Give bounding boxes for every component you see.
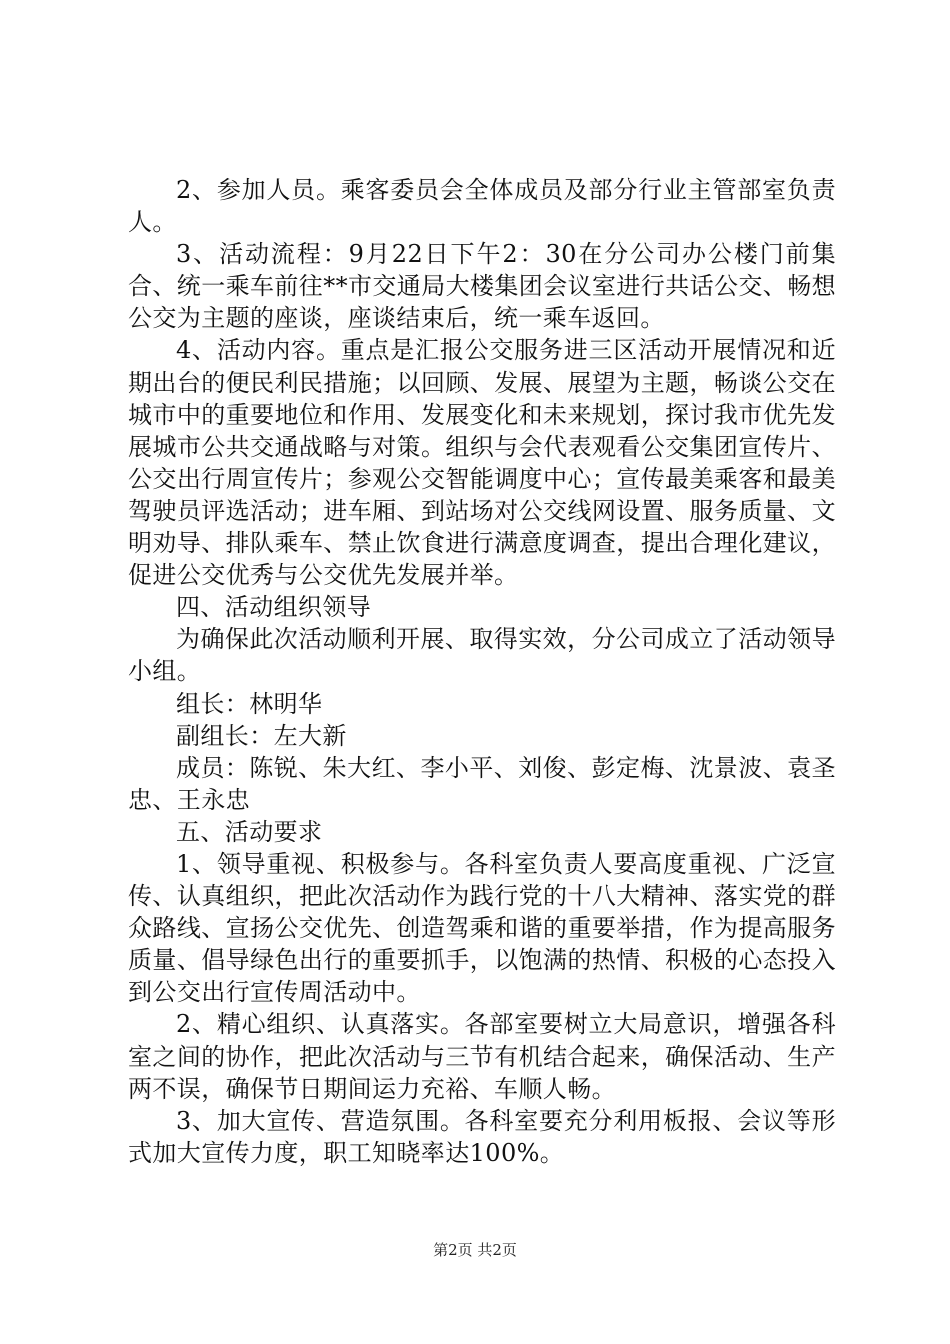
paragraph-activity-process: 3、活动流程：9月22日下午2：30在分公司办公楼门前集合、统一乘车前往**市交通局大楼集团会议室进行共话公交、畅想公交为主题的座谈，座谈结束后，统一乘车返回。 <box>128 240 836 333</box>
paragraph-group-leader: 组长：林明华 <box>176 689 323 718</box>
paragraph-leadership-group: 为确保此次活动顺利开展、取得实效，分公司成立了活动领导小组。 <box>128 625 836 686</box>
section-heading-organization: 四、活动组织领导 <box>176 593 372 622</box>
paragraph-requirement-3: 3、加大宣传、营造氛围。各科室要充分利用板报、会议等形式加大宣传力度，职工知晓率达100%。 <box>128 1106 836 1167</box>
document-body <box>128 174 836 1169</box>
paragraph-deputy-leader: 副组长：左大新 <box>176 721 347 750</box>
paragraph-requirement-1: 1、领导重视、积极参与。各科室负责人要高度重视、广泛宣传、认真组织，把此次活动作为践行党的十八大精神、落实党的群众路线、宣扬公交优先、创造驾乘和谐的重要举措，作为提高服务质量、倡导绿色出行的重要抓手，以饱满的热情、积极的心态投入到公交出行宣传周活动中。 <box>128 849 836 1007</box>
paragraph-activity-content: 4、活动内容。重点是汇报公交服务进三区活动开展情况和近期出台的便民利民措施；以回顾、发展、展望为主题，畅谈公交在城市中的重要地位和作用、发展变化和未来规划，探讨我市优先发展城市公共交通战略与对策。组织与会代表观看公交集团宣传片、公交出行周宣传片；参观公交智能调度中心；宣传最美乘客和最美驾驶员评选活动；进车厢、到站场对公交线网设置、服务质量、文明劝导、排队乘车、禁止饮食进行满意度调查，提出合理化建议，促进公交优秀与公交优先发展并举。 <box>128 336 836 590</box>
section-heading-requirements: 五、活动要求 <box>176 817 323 846</box>
paragraph-participants: 2、参加人员。乘客委员会全体成员及部分行业主管部室负责人。 <box>128 176 836 237</box>
paragraph-members: 成员：陈锐、朱大红、李小平、刘俊、彭定梅、沈景波、袁圣忠、王永忠 <box>128 753 836 814</box>
page-footer: 第2页 共2页 <box>433 1241 517 1259</box>
paragraph-requirement-2: 2、精心组织、认真落实。各部室要树立大局意识，增强各科室之间的协作，把此次活动与三节有机结合起来，确保活动、生产两不误，确保节日期间运力充裕、车顺人畅。 <box>128 1010 836 1103</box>
